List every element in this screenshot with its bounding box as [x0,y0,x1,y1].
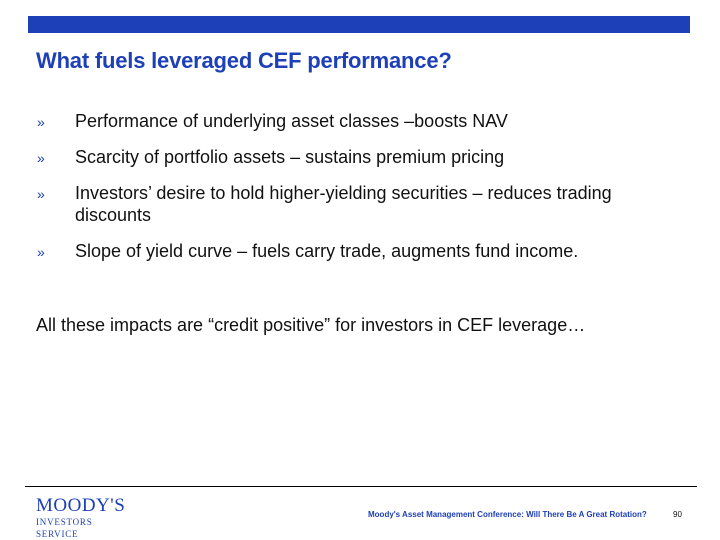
moodys-logo [36,496,136,540]
summary-text: All these impacts are “credit positive” for investors in CEF leverage… [36,315,586,335]
slide-title: What fuels leveraged CEF performance? [36,48,452,73]
bullet-marker-icon: » [37,114,45,130]
bullet-text: Investors’ desire to hold higher-yielding securities – reduces trading discounts [75,183,612,225]
bullet-marker-icon: » [37,244,45,260]
bullet-item [37,182,677,226]
bullet-item [37,110,677,134]
page-number: 90 [673,510,682,519]
footer-conference-text: Moody's Asset Management Conference: Will There Be A Great Rotation? [368,510,647,519]
bullet-text: Performance of underlying asset classes –boosts NAV [75,111,508,131]
header-bar [28,16,690,33]
bullet-item [37,240,677,264]
bullet-marker-icon: » [37,186,45,202]
bullet-text: Slope of yield curve – fuels carry trade, augments fund income. [75,241,579,261]
logo-name: MOODY'S [36,495,126,516]
bullet-marker-icon: » [37,150,45,166]
logo-subtitle: INVESTORS SERVICE [36,517,93,539]
bullet-text: Scarcity of portfolio assets – sustains premium pricing [75,147,505,167]
bullet-item [37,146,677,170]
footer-divider [25,486,697,487]
